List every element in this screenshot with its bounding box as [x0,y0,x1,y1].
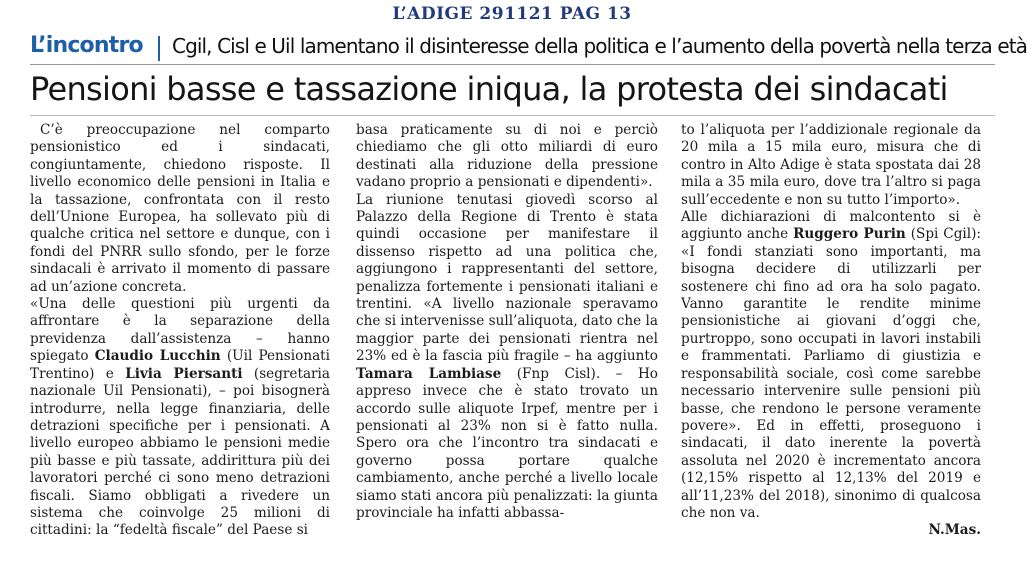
text-run: (Uil Pensionati Trentino) e [30,348,330,382]
text-run: (Fnp Cisl). – Ho appreso invece che è stato trovato un accordo sulle aliquote Irpef, mentre per i pensionati al 23% non si è fatto nulla. Spero ora che l’incontro tra sindacati e governo possa portare qualche cambiamento, anche perché a livello locale siamo stati ancora più penalizzati: la giunta provinciale ha infatti abbassa- [356,365,658,521]
paragraph: C’è preoccupazione nel comparto pensionistico ed i sindacati, congiuntamente, chiedono risposte. Il livello economico delle pensioni in Italia e la tassazione, confrontata con il resto dell’Unione Europea, ha sollevato più di qualche critica nel settore e dunque, con i fondi del PNRR sullo sfondo, per le forze sindacali è arrivato il momento di passare ad un’azione concreta. [30,122,330,295]
person-name: Livia Piersanti [125,365,243,382]
newspaper-source-label: L’ADIGE 291121 PAG 13 [392,4,632,24]
article-headline: Pensioni basse e tassazione iniqua, la protesta dei sindacati [30,70,948,108]
text-run: (segretaria nazionale Uil Pensionati), – poi bisognerà introdurre, nella legge finanziaria, delle detrazioni specifiche per i pensionati. A livello europeo abbiamo le pensioni medie più basse e più tassate, addirittura più dei lavoratori perché ci sono meno detrazioni fiscali. Siamo obbligati a rivedere un sistema che coinvolge 25 milioni di cittadini: la “fedeltà fiscale” del Paese si [30,365,330,539]
person-name: Tamara Lambiase [356,365,502,382]
text-run: La riunione tenutasi giovedì scorso al Palazzo della Regione di Trento è stata quindi occasione per manifestare il dissenso rispetto ad una politica che, aggiungono i rappresentanti del settore, penalizza fortemente i pensionati italiani e trentini. «A livello nazionale speravamo che si intervenisse sull’aliquota, dato che la maggior parte dei pensionati rientra nel 23% ed è la fascia più fragile – ha aggiunto [356,191,658,365]
article-column-1 [30,122,330,539]
rubric-separator [158,36,160,61]
paragraph: basa praticamente su di noi e perciò chiediamo che gli otto miliardi di euro destinati alla riduzione della pressione vadano proprio a pensionati e dipendenti». [356,122,658,191]
article-column-3 [681,122,981,539]
paragraph [681,209,981,522]
paragraph [30,296,330,540]
rubric-tag: L’incontro [30,33,143,58]
headline-divider [30,115,995,116]
paragraph [356,192,658,523]
text-run: Alle dichiarazioni di malcontento si è aggiunto anche [681,209,981,243]
paragraph: to l’aliquota per l’addizionale regionale da 20 mila a 15 mila euro, misura che di contro in Alto Adige è stata spostata dai 28 mila a 35 mila euro, dove tra l’altro si paga sull’eccedente e non su tutto l’importo». [681,122,981,208]
person-name: Ruggero Purin [793,226,906,243]
person-name: Claudio Lucchin [94,348,221,365]
article-column-2 [356,122,658,522]
rubric-bar [30,30,1027,65]
text-run: (Spi Cgil): «I fondi stanziati sono importanti, ma bisogna decidere di utilizzarli per sostenere chi fino ad ora ha solo pagato. Vanno garantite le rendite minime pensionistiche ai giovani d’oggi che, purtroppo, sono occupati in lavori instabili e frammentati. Parliamo di giustizia e responsabilità sociale, così come sarebbe necessario intervenire sulle pensioni più basse, che rendono le persone veramente povere». Ed in effetti, proseguono i sindacati, il dato inerente la povertà assoluta nel 2020 è incrementato ancora (12,15% rispetto al 12,13% del 2019 e all’11,23% del 2018), sinonimo di qualcosa che non va. [681,226,981,521]
text-run: «Una delle questioni più urgenti da affrontare è la separazione della previdenza dall’assistenza – hanno spiegato [30,296,330,365]
article-kicker: Cgil, Cisl e Uil lamentano il disinteresse della politica e l’aumento della povertà nella terza età [172,34,1027,58]
author-signature: N.Mas. [928,522,981,539]
